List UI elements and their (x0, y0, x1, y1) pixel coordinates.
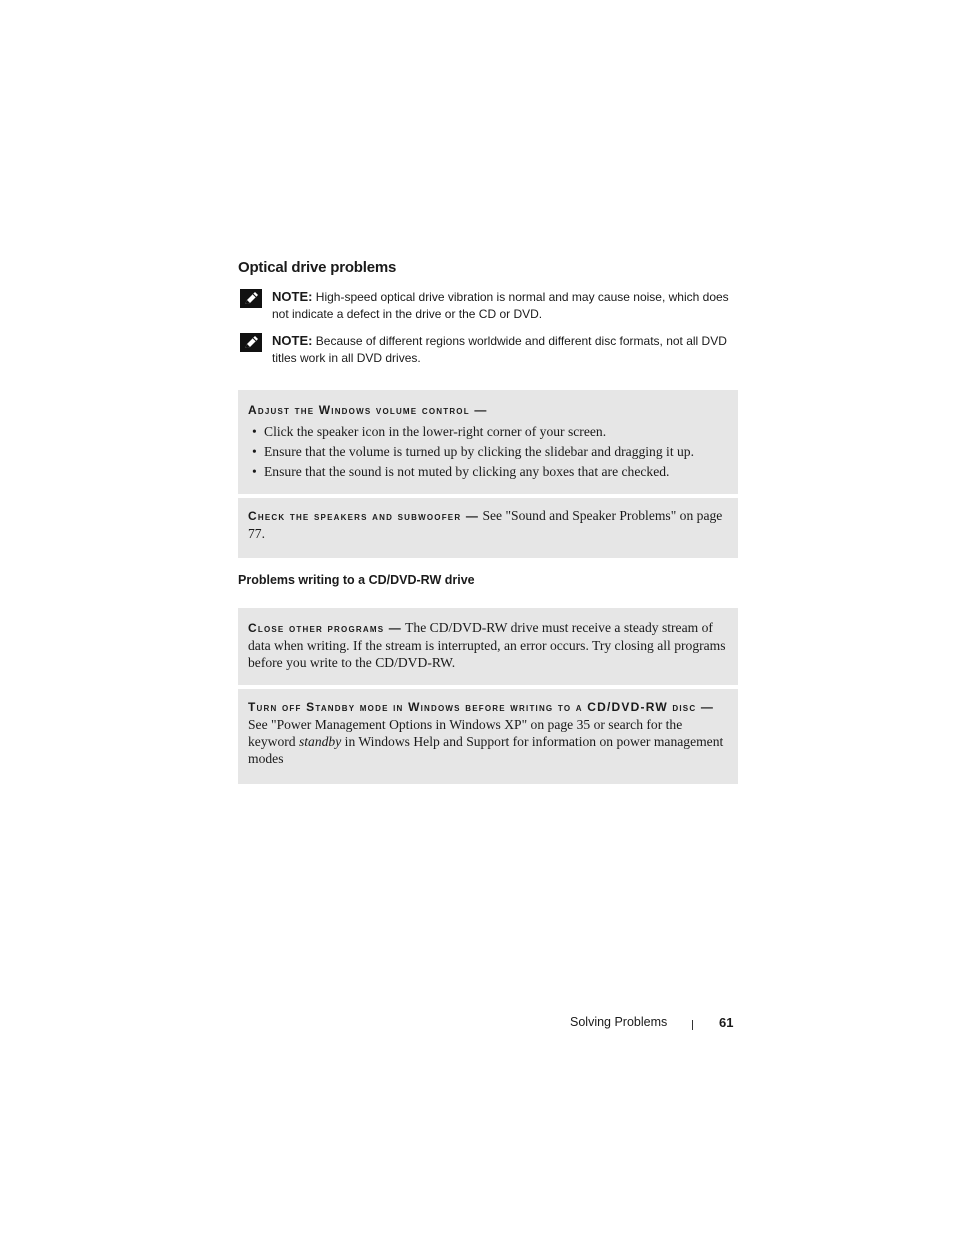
close-programs-box (238, 608, 738, 685)
box-heading: Adjust the Windows volume control — (248, 403, 488, 417)
subsection-title: Problems writing to a CD/DVD-RW drive (238, 573, 475, 587)
page-number: 61 (719, 1015, 734, 1030)
speakers-box (238, 498, 738, 558)
box-text: See "Power Management Options in Windows XP" on page 35 or search for the keyword (248, 717, 683, 749)
footer-divider (692, 1020, 693, 1030)
volume-steps-list (248, 422, 728, 482)
note-label: NOTE: (272, 333, 313, 348)
box-text: See "Sound and Speaker Problems" on page 77. (248, 508, 723, 541)
note-regions (238, 332, 738, 367)
box-heading: Check the speakers and subwoofer — (248, 509, 480, 523)
section-title: Optical drive problems (238, 259, 397, 276)
note-pencil-icon (240, 333, 262, 352)
list-item: • Ensure that the sound is not muted by clicking any boxes that are checked. (248, 462, 728, 482)
box-text-italic: standby (298, 734, 342, 749)
note-pencil-icon (240, 289, 262, 308)
note-text: Because of different regions worldwide and different disc formats, not all DVD titles work in all DVD drives. (272, 334, 727, 365)
note-text: High-speed optical drive vibration is normal and may cause noise, which does not indicate a defect in the drive or the CD or DVD. (272, 290, 729, 321)
volume-control-box (238, 390, 738, 494)
standby-box (238, 689, 738, 784)
list-item: • Click the speaker icon in the lower-right corner of your screen. (248, 422, 728, 442)
footer-section-name: Solving Problems (570, 1015, 668, 1029)
note-vibration (238, 288, 738, 323)
list-item: • Ensure that the volume is turned up by clicking the slidebar and dragging it up. (248, 442, 728, 462)
note-label: NOTE: (272, 289, 313, 304)
box-heading: Close other programs — (248, 621, 402, 635)
box-text: in Windows Help and Support for information on power management modes (248, 734, 724, 766)
box-heading: Turn off Standby mode in Windows before writing to a CD/DVD-RW disc — (248, 700, 715, 714)
box-text: The CD/DVD-RW drive must receive a steady stream of data when writing. If the stream is interrupted, an error occurs. Try closing all programs before you write to the CD/DVD-RW. (248, 620, 726, 670)
